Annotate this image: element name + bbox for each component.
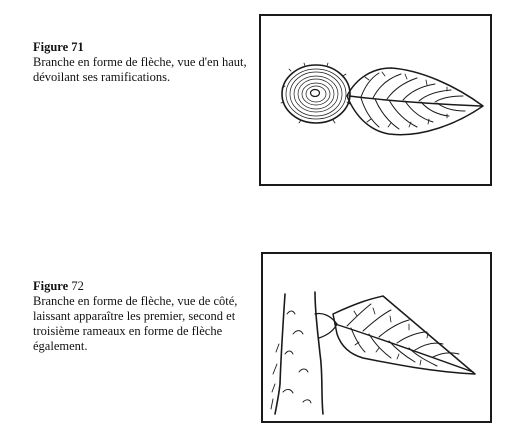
figure-71-caption: [33, 40, 248, 85]
figure-71-caption-text: Branche en forme de flèche, vue d'en haut, dévoilant ses ramifications.: [33, 55, 247, 84]
trunk-branch-icon: [263, 254, 490, 421]
figure-72-caption: [33, 279, 248, 354]
tree-ring-leaf-icon: [261, 16, 490, 184]
figure-72-caption-text: Branche en forme de flèche, vue de côté, laissant apparaître les premier, second et troisième rameaux en forme de flèche également.: [33, 294, 238, 353]
figure-72-illustration: [261, 252, 492, 423]
figure-71-illustration: [259, 14, 492, 186]
figure-72-label: Figure 72: [33, 279, 84, 293]
figure-71-label: Figure 71: [33, 40, 84, 54]
